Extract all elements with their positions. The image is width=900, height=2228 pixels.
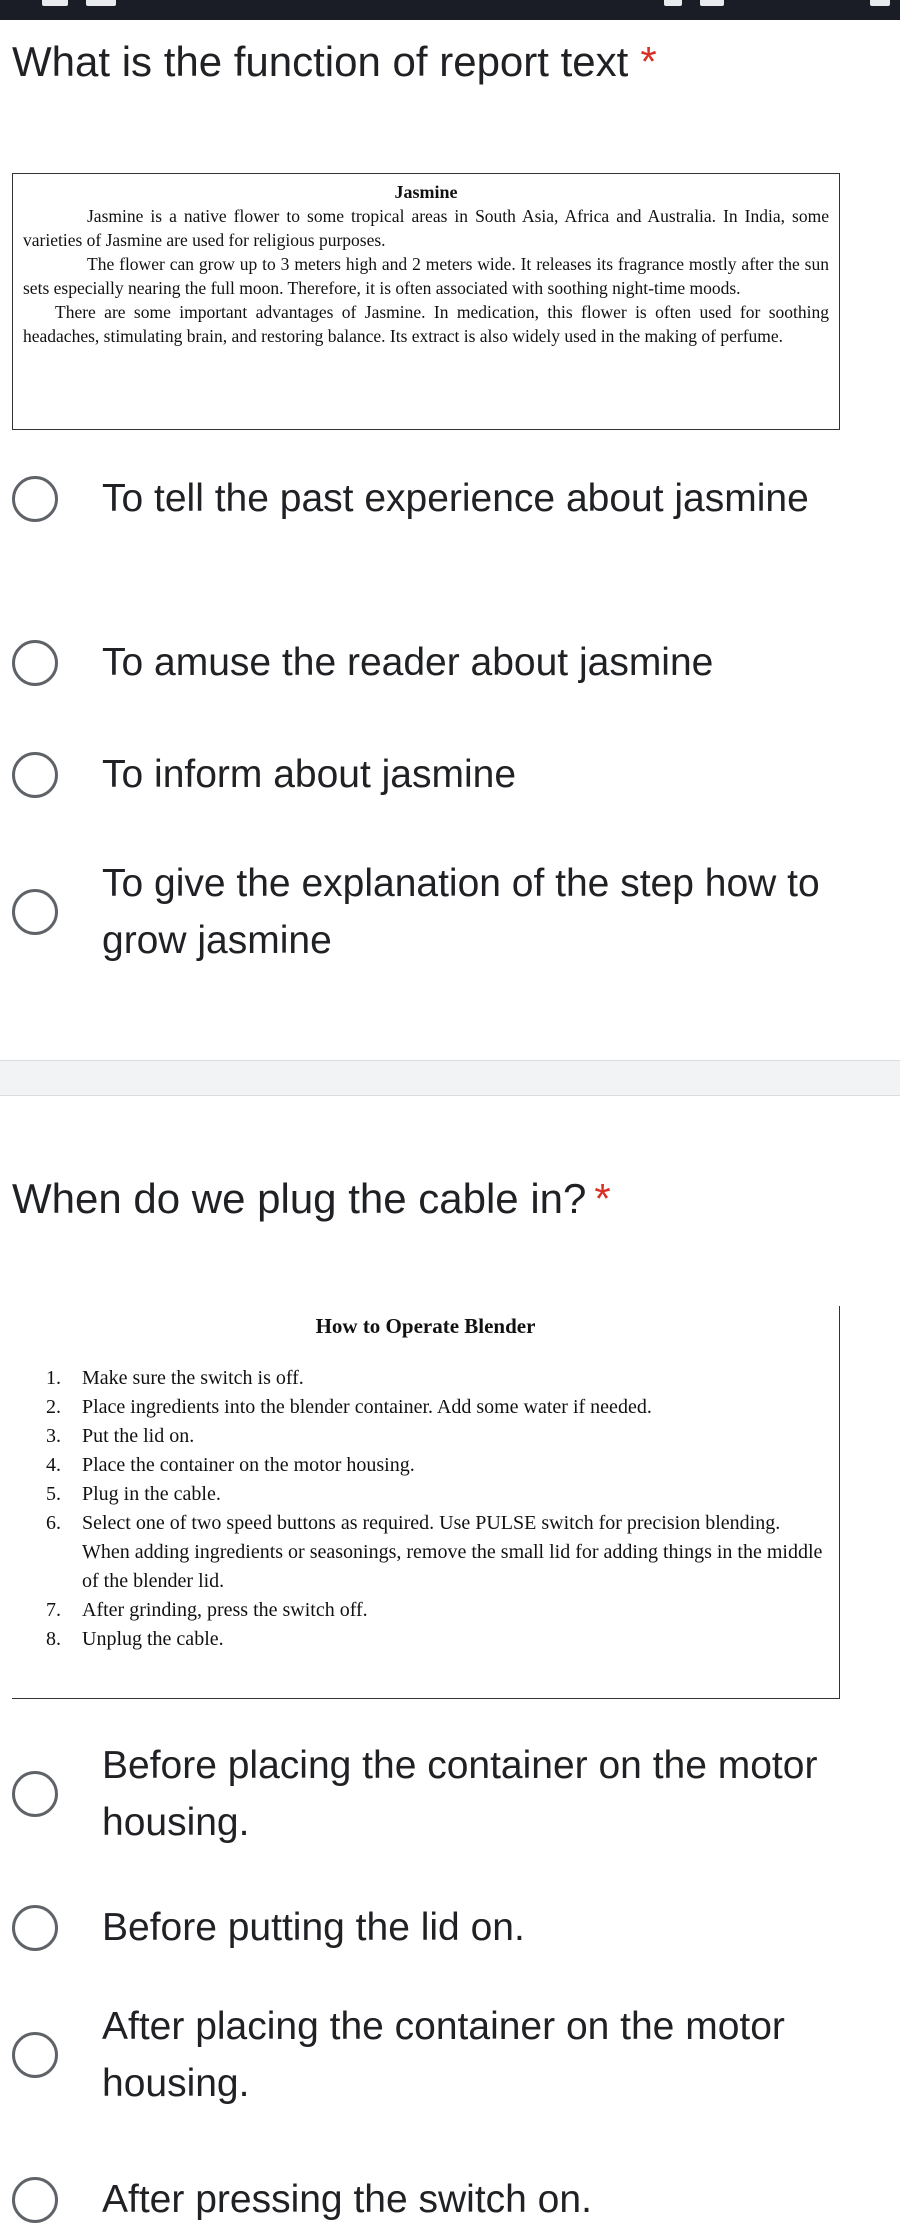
option-label[interactable]: To inform about jasmine [102,753,517,796]
option-label[interactable]: Before putting the lid on. [102,1906,525,1949]
required-star: * [594,1175,611,1222]
step-text: Select one of two speed buttons as required. Use PULSE switch for precision blending. When adding ingredients or seasonings, remove the small lid for adding things in the middle of the blender lid. [82,1512,823,1592]
radio-button[interactable] [12,476,58,522]
question-title-text: When do we plug the cable in? [12,1175,587,1222]
list-item [46,1625,826,1654]
document-title: Jasmine [394,182,458,202]
status-icon [700,0,724,6]
step-text: Put the lid on. [82,1425,195,1447]
steps-list [46,1364,826,1654]
radio-button[interactable] [12,752,58,798]
step-number: 4. [46,1454,61,1476]
step-number: 2. [46,1396,61,1418]
question-image-jasmine-text [12,173,840,430]
list-item [46,1364,826,1393]
step-text: Make sure the switch is off. [82,1367,304,1389]
list-item [46,1480,826,1509]
question-title [12,1173,611,1225]
status-icon [870,0,890,6]
question-title-text: What is the function of report text [12,38,629,85]
question-title [12,36,657,88]
status-bar [0,0,900,20]
option-radio[interactable] [12,2171,872,2228]
option-label[interactable]: After placing the container on the motor housing. [102,2005,785,2105]
radio-button[interactable] [12,889,58,935]
status-icon [664,0,682,6]
question-image-blender-instructions [12,1306,840,1699]
radio-button[interactable] [12,1905,58,1951]
list-item [46,1509,826,1596]
step-number: 3. [46,1425,61,1447]
section-divider [0,1060,900,1096]
status-icon [42,0,68,6]
step-number: 5. [46,1483,61,1505]
option-label[interactable]: To amuse the reader about jasmine [102,641,714,684]
radio-button[interactable] [12,2177,58,2223]
option-radio[interactable] [12,1737,872,1851]
radio-button[interactable] [12,2032,58,2078]
list-item [46,1596,826,1625]
list-item [46,1393,826,1422]
step-number: 8. [46,1628,61,1650]
document-paragraph: The flower can grow up to 3 meters high and 2 meters wide. It releases its fragrance mostly after the sun sets especially nearing the full moon. Therefore, it is often associated with soothing night-time moods. [23,254,829,298]
option-label[interactable]: Before placing the container on the motor housing. [102,1744,818,1844]
option-radio[interactable] [12,634,872,691]
option-radio[interactable] [12,470,872,527]
step-text: Place ingredients into the blender container. Add some water if needed. [82,1396,652,1418]
option-label[interactable]: To tell the past experience about jasmine [102,477,809,520]
required-star: * [640,38,657,85]
step-text: Plug in the cable. [82,1483,221,1505]
status-icon [86,0,116,6]
document-title: How to Operate Blender [315,1314,536,1338]
radio-button[interactable] [12,640,58,686]
step-number: 1. [46,1367,61,1389]
document-paragraph: There are some important advantages of Jasmine. In medication, this flower is often used for soothing headaches, stimulating brain, and restoring balance. Its extract is also widely used in the making of perfume. [23,302,829,346]
document-paragraph: Jasmine is a native flower to some tropical areas in South Asia, Africa and Australia. In India, some varieties of Jasmine are used for religious purposes. [23,206,829,250]
list-item [46,1422,826,1451]
step-number: 6. [46,1512,61,1534]
option-radio[interactable] [12,746,872,803]
radio-button[interactable] [12,1771,58,1817]
step-text: Place the container on the motor housing. [82,1454,415,1476]
option-radio[interactable] [12,1899,872,1956]
step-number: 7. [46,1599,61,1621]
step-text: After grinding, press the switch off. [82,1599,368,1621]
option-label[interactable]: To give the explanation of the step how to grow jasmine [102,862,820,962]
option-radio[interactable] [12,1998,872,2112]
list-item [46,1451,826,1480]
option-radio[interactable] [12,855,872,969]
step-text: Unplug the cable. [82,1628,224,1650]
option-label[interactable]: After pressing the switch on. [102,2178,592,2221]
